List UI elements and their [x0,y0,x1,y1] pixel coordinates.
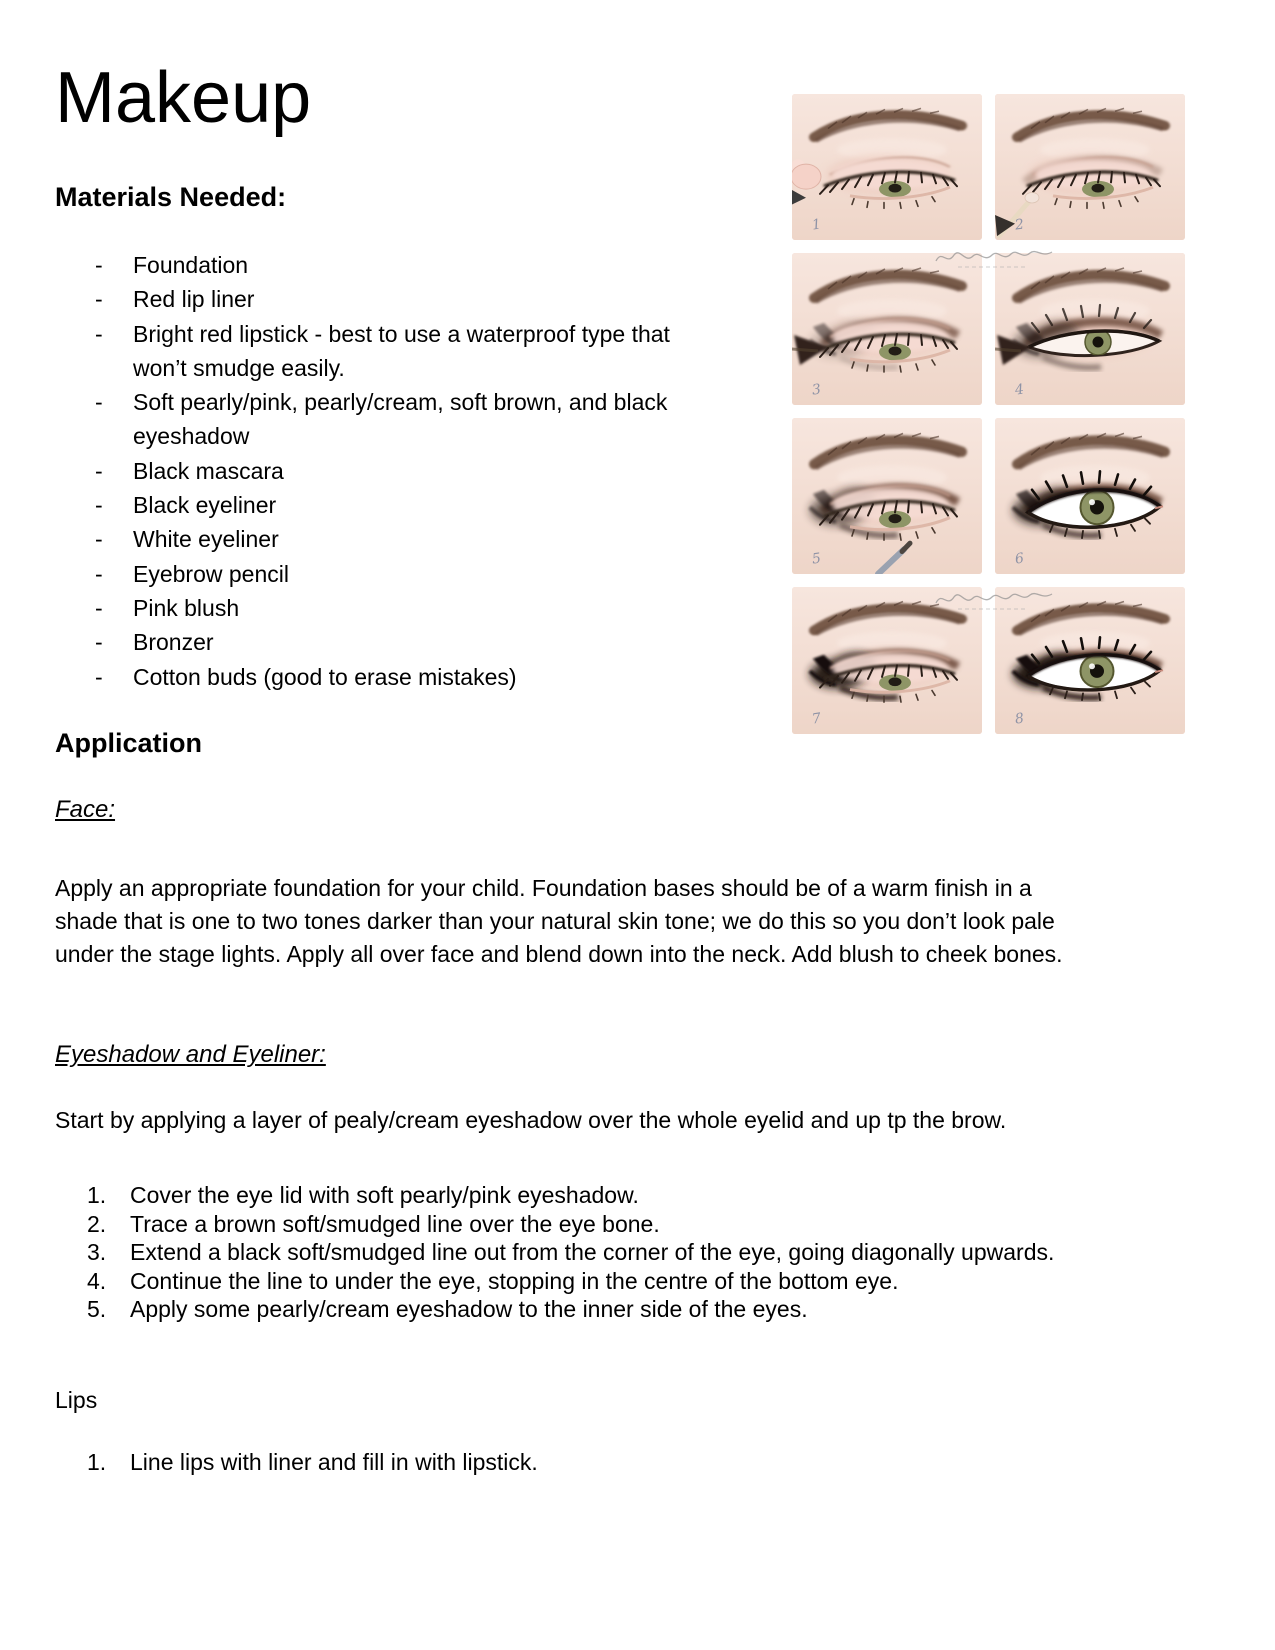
step-number-label: 7 [810,710,822,728]
bullet-marker: - [95,457,103,484]
lips-heading [55,1384,97,1417]
eyeshadow-heading: Eyeshadow and Eyeliner: [55,1041,326,1068]
tutorial-photo-panel [995,587,1185,734]
tutorial-photo-panel [995,253,1185,405]
eyeshadow-step [55,1295,1054,1324]
materials-list-item [55,660,670,694]
lips-step-text: Line lips with liner and fill in with lipstick. [130,1449,538,1475]
list-number-marker: 5. [87,1296,107,1323]
materials-item-line: eyeshadow [133,423,250,450]
tutorial-photo-panel [792,587,982,734]
step-number-label: 3 [810,381,822,399]
eyeshadow-intro-line: Start by applying a layer of pealy/cream eyeshadow over the whole eyelid and up tp the brow. [55,1107,1007,1133]
eyeshadow-step [55,1181,1054,1210]
eyeshadow-step [55,1210,1054,1239]
application-heading: Application [55,728,202,758]
bullet-marker: - [95,560,103,587]
tutorial-photo-panel [995,94,1185,240]
step-number-label: 5 [810,550,822,568]
eyeshadow-intro [55,1104,1006,1137]
materials-list-item [55,282,670,316]
materials-item-line: Eyebrow pencil [133,560,289,587]
lips-heading-text: Lips [55,1387,98,1413]
lips-step [55,1448,538,1477]
list-number-marker: 3. [87,1239,107,1266]
tutorial-photo-panel [792,418,982,574]
bullet-marker: - [95,594,103,621]
bullet-marker: - [95,286,103,313]
eye-illustration [995,418,1185,574]
materials-item-line: Cotton buds (good to erase mistakes) [133,663,517,690]
materials-list-item [55,317,670,386]
face-paragraph [55,872,1063,971]
materials-item-line: Bright red lipstick - best to use a waterproof type that [133,320,670,347]
eyeshadow-step-text: Trace a brown soft/smudged line over the eye bone. [130,1210,660,1237]
bullet-marker: - [95,320,103,347]
bullet-marker: - [95,389,103,416]
materials-heading: Materials Needed: [55,182,287,212]
eye-illustration [792,418,982,574]
materials-item-line: Bronzer [133,629,214,656]
materials-list-item [55,591,670,625]
eyeshadow-step-text: Apply some pearly/cream eyeshadow to the inner side of the eyes. [130,1296,808,1323]
eyeshadow-step [55,1267,1054,1296]
materials-list-item [55,522,670,556]
eye-illustration [792,587,982,734]
bullet-marker: - [95,663,103,690]
eyeshadow-step-text: Cover the eye lid with soft pearly/pink eyeshadow. [130,1182,639,1208]
step-number-label: 2 [1013,216,1025,234]
list-number-marker: 4. [87,1267,107,1294]
materials-list [55,248,670,694]
materials-list-item [55,248,670,282]
page-title: Makeup [55,58,312,138]
list-number-marker: 1. [87,1449,107,1475]
tutorial-photo-panel [792,94,982,240]
materials-item-line: Foundation [133,252,249,278]
materials-item-line: White eyeliner [133,526,279,553]
list-number-marker: 2. [87,1210,107,1237]
eye-illustration [792,94,982,240]
eyeshadow-step [55,1238,1054,1267]
bullet-marker: - [95,492,103,519]
materials-list-item [55,625,670,659]
eye-illustration [995,587,1185,734]
makeup-tutorial-image-grid [792,94,1185,734]
bullet-marker: - [95,252,103,278]
face-paragraph-line: shade that is one to two tones darker than your natural skin tone; we do this so you don’t look pale [55,908,1055,934]
step-number-label: 1 [810,216,822,234]
materials-list-item [55,557,670,591]
tutorial-photo-panel [792,253,982,405]
materials-list-item [55,488,670,522]
step-number-label: 6 [1013,550,1025,568]
materials-item-line: Black eyeliner [133,492,277,519]
lips-steps-list [55,1448,538,1477]
eyeshadow-step-text: Continue the line to under the eye, stopping in the centre of the bottom eye. [130,1267,899,1294]
eyeshadow-steps-list [55,1181,1054,1324]
list-number-marker: 1. [87,1182,107,1208]
face-paragraph-line: Apply an appropriate foundation for your child. Foundation bases should be of a warm finish in a [55,875,1032,901]
materials-item-line: won’t smudge easily. [133,354,345,381]
step-number-label: 8 [1013,710,1025,728]
materials-item-line: Red lip liner [133,286,255,313]
materials-list-item [55,385,670,454]
eye-illustration [995,94,1185,240]
face-paragraph-line: under the stage lights. Apply all over face and blend down into the neck. Add blush to cheek bones. [55,941,1063,967]
materials-list-item [55,454,670,488]
materials-item-line: Black mascara [133,457,284,484]
face-heading: Face: [55,796,116,823]
eye-illustration [792,253,982,405]
step-number-label: 4 [1013,381,1025,399]
bullet-marker: - [95,526,103,553]
eyeshadow-step-text: Extend a black soft/smudged line out from the corner of the eye, going diagonally upwards. [130,1239,1055,1266]
materials-item-line: Pink blush [133,594,240,621]
eye-illustration [995,253,1185,405]
tutorial-photo-panel [995,418,1185,574]
materials-item-line: Soft pearly/pink, pearly/cream, soft brown, and black [133,389,668,416]
bullet-marker: - [95,629,103,656]
